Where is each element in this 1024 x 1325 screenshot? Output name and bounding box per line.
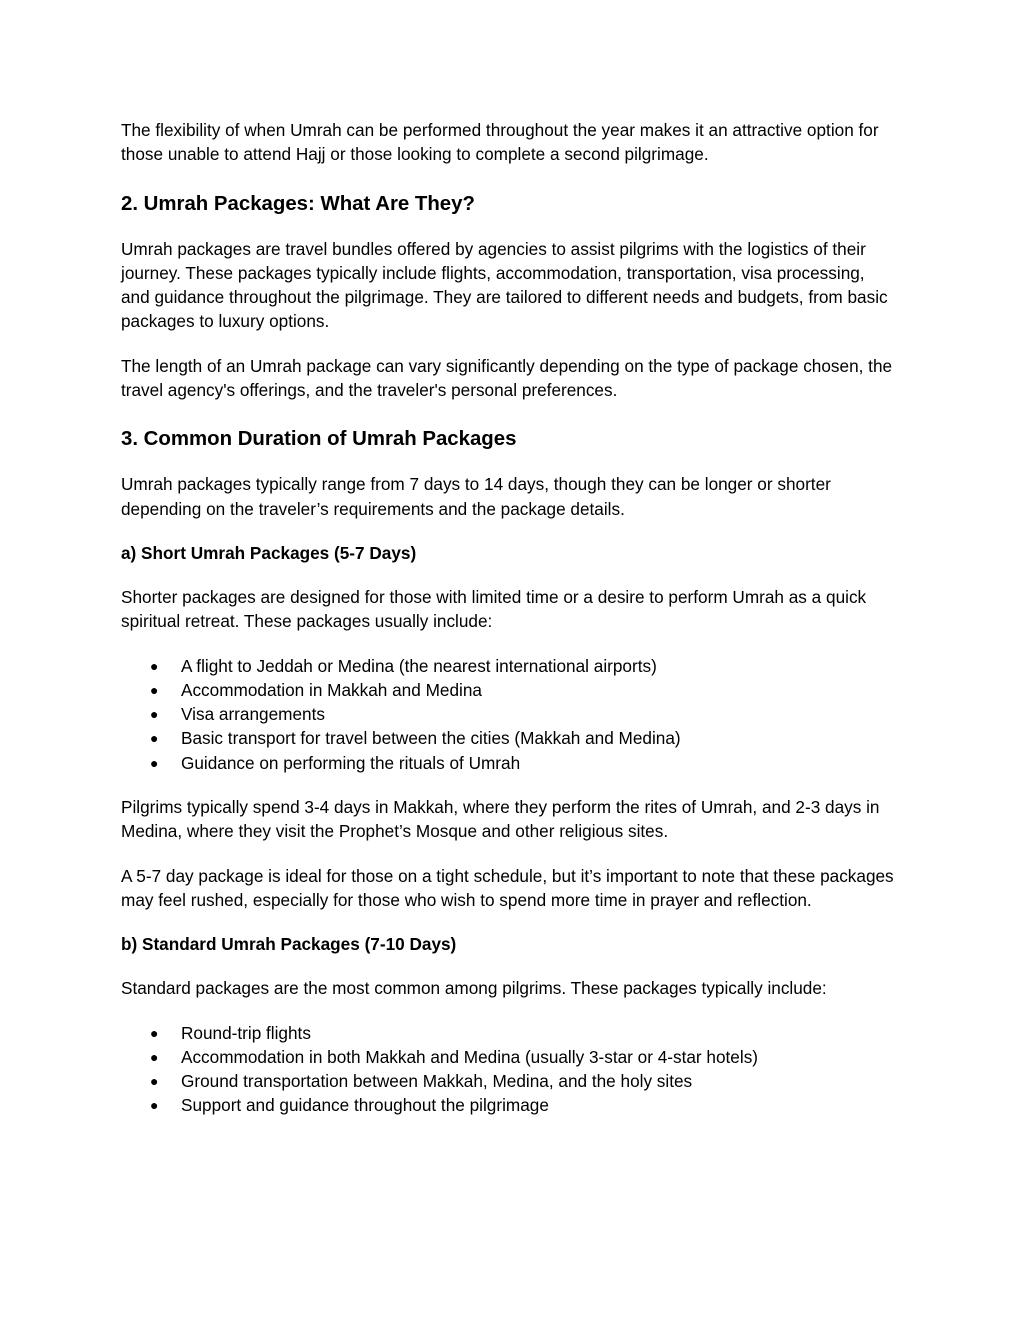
list-item [121, 726, 896, 750]
bullet-icon: ● [150, 657, 159, 674]
bullet-icon: ● [150, 1073, 159, 1090]
list-item-text: Basic transport for travel between the cities (Makkah and Medina) [181, 728, 681, 749]
section-2-paragraph-2: The length of an Umrah package can vary significantly depending on the type of package chosen, the travel agency's offerings, and the traveler's personal preferences. [121, 355, 893, 401]
list-item [121, 751, 896, 775]
section-2-heading: 2. Umrah Packages: What Are They? [121, 192, 475, 215]
list-item [121, 1021, 896, 1045]
bullet-icon: ● [150, 1024, 159, 1041]
list-item [121, 678, 896, 702]
list-item-text: Ground transportation between Makkah, Medina, and the holy sites [181, 1071, 693, 1092]
section-3-paragraph-1: Umrah packages typically range from 7 days to 14 days, though they can be longer or shorter depending on the traveler’s requirements and the package details. [121, 474, 831, 519]
list-item-text: A flight to Jeddah or Medina (the nearest international airports) [181, 655, 657, 676]
list-item [121, 1045, 896, 1069]
list-item [121, 654, 896, 678]
list-item-text: Support and guidance throughout the pilgrimage [181, 1095, 549, 1116]
bullet-icon: ● [150, 681, 159, 698]
list-item [121, 1069, 896, 1093]
subsection-a-paragraph-2: Pilgrims typically spend 3-4 days in Makkah, where they perform the rites of Umrah, and 2-3 days in Medina, where they visit the Prophet’s Mosque and other religious sites. [121, 797, 880, 842]
subsection-b-paragraph-1: Standard packages are the most common among pilgrims. These packages typically include: [121, 978, 827, 999]
bullet-icon: ● [150, 754, 159, 771]
list-item [121, 702, 896, 726]
subsection-a-heading: a) Short Umrah Packages (5-7 Days) [121, 542, 417, 563]
section-3-heading: 3. Common Duration of Umrah Packages [121, 428, 517, 451]
bullet-icon: ● [150, 1048, 159, 1065]
list-item-text: Round-trip flights [181, 1022, 311, 1043]
bullet-icon: ● [150, 1097, 159, 1114]
bullet-icon: ● [150, 706, 159, 723]
list-item [121, 1093, 896, 1117]
document-page [121, 118, 896, 1118]
bullet-icon: ● [150, 730, 159, 747]
subsection-a-list [121, 654, 896, 775]
subsection-a-paragraph-1: Shorter packages are designed for those with limited time or a desire to perform Umrah as a quick spiritual retreat. These packages usually include: [121, 586, 867, 632]
list-item-text: Guidance on performing the rituals of Umrah [181, 752, 521, 773]
list-item-text: Accommodation in Makkah and Medina [181, 679, 482, 700]
subsection-b-heading: b) Standard Umrah Packages (7-10 Days) [121, 934, 457, 955]
subsection-a-paragraph-3: A 5-7 day package is ideal for those on a tight schedule, but it’s important to note that these packages may feel rushed, especially for those who wish to spend more time in prayer and reflection. [121, 865, 894, 910]
subsection-b-list [121, 1021, 896, 1118]
intro-paragraph: The flexibility of when Umrah can be performed throughout the year makes it an attractive option for those unable to attend Hajj or those looking to complete a second pilgrimage. [121, 120, 879, 165]
list-item-text: Accommodation in both Makkah and Medina (usually 3-star or 4-star hotels) [181, 1046, 759, 1067]
list-item-text: Visa arrangements [181, 704, 325, 725]
section-2-paragraph-1: Umrah packages are travel bundles offered by agencies to assist pilgrims with the logistics of their journey. These packages typically include flights, accommodation, transportation, visa processing, and guidance throughout the pilgrimage. They are tailored to different needs and budgets, from basic packages to luxury options. [121, 238, 888, 332]
